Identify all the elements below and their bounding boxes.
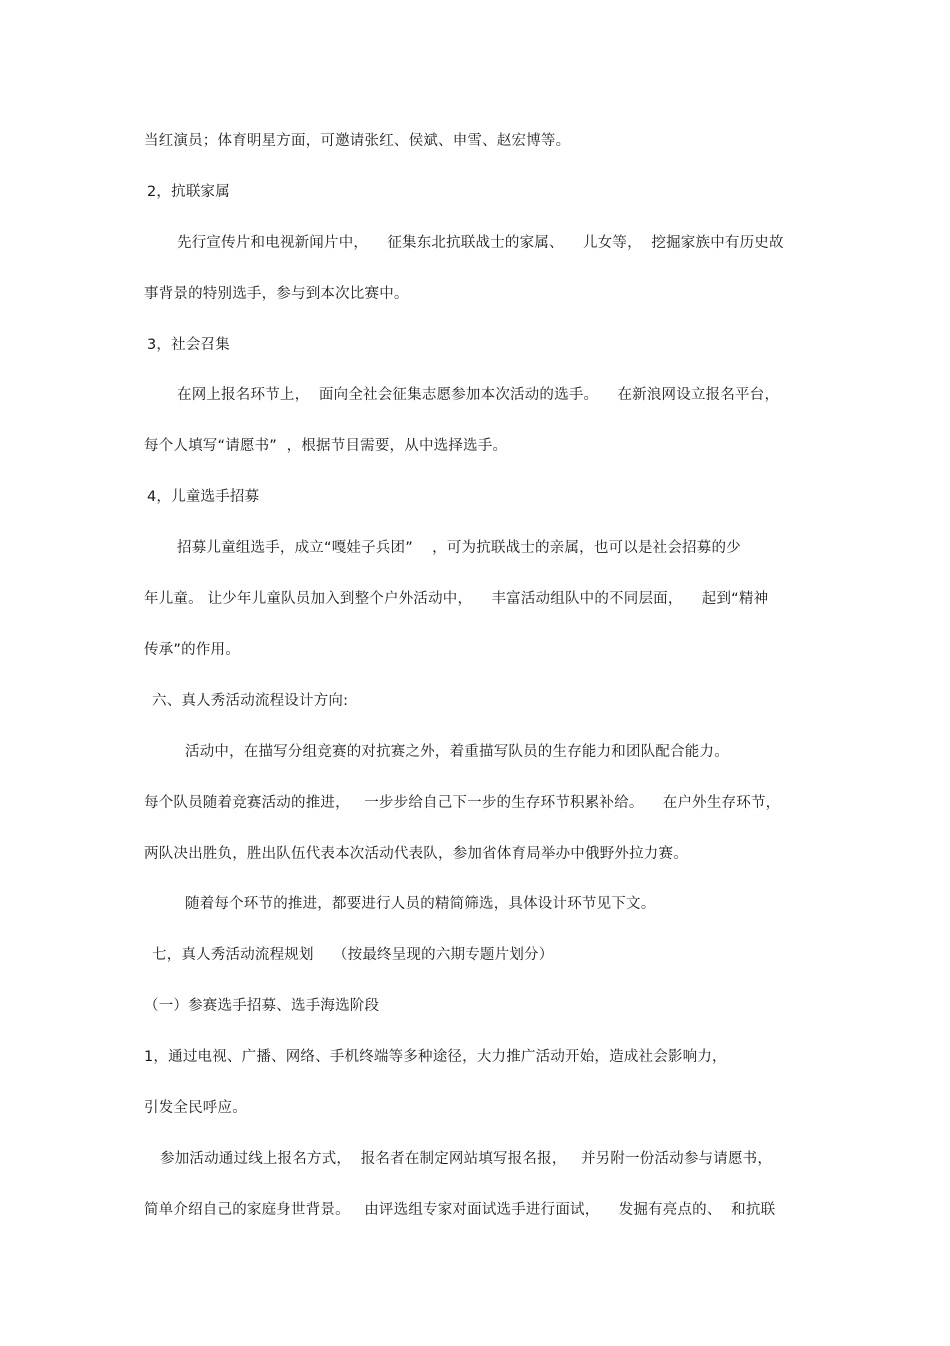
text-line: 传承”的作用。	[144, 642, 240, 658]
text-line: 先行宣传片和电视新闻片中， 征集东北抗联战士的家属、 儿女等， 挖掘家族中有历史故	[177, 235, 784, 251]
section-heading: 七，真人秀活动流程规划 （按最终呈现的六期专题片划分）	[152, 947, 554, 963]
text-line: 简单介绍自己的家庭身世背景。 由评选组专家对面试选手进行面试， 发掘有亮点的、 和抗联	[144, 1202, 776, 1218]
text-line: 每个队员随着竞赛活动的推进， 一步步给自己下一步的生存环节积累补给。 在户外生存环节，	[144, 795, 781, 811]
text-line: 年儿童。 让少年儿童队员加入到整个户外活动中， 丰富活动组队中的不同层面， 起到“精神	[144, 591, 769, 607]
section-heading: 4，儿童选手招募	[147, 489, 260, 505]
text-line: 活动中，在描写分组竞赛的对抗赛之外，着重描写队员的生存能力和团队配合能力。	[185, 744, 729, 760]
section-heading: 3，社会召集	[147, 337, 230, 353]
text-line: 两队决出胜负，胜出队伍代表本次活动代表队，参加省体育局举办中俄野外拉力赛。	[144, 846, 688, 862]
section-heading: 六、真人秀活动流程设计方向:	[152, 693, 349, 709]
subsection-heading: （一）参赛选手招募、选手海选阶段	[144, 998, 380, 1014]
text-line: 当红演员；体育明星方面，可邀请张红、侯斌、申雪、赵宏博等。	[144, 133, 571, 149]
section-heading: 2，抗联家属	[147, 184, 230, 200]
text-line: 1，通过电视、广播、网络、手机终端等多种途径，大力推广活动开始，造成社会影响力，	[144, 1049, 727, 1065]
text-line: 在网上报名环节上， 面向全社会征集志愿参加本次活动的选手。 在新浪网设立报名平台，	[177, 387, 780, 403]
text-line: 每个人填写“请愿书” ，根据节目需要，从中选择选手。	[144, 438, 508, 454]
text-line: 随着每个环节的推进，都要进行人员的精简筛选，具体设计环节见下文。	[185, 896, 656, 912]
text-line: 参加活动通过线上报名方式， 报名者在制定网站填写报名报， 并另附一份活动参与请愿书，	[160, 1151, 773, 1167]
text-line: 事背景的特别选手，参与到本次比赛中。	[144, 286, 409, 302]
text-line: 引发全民呼应。	[144, 1100, 247, 1116]
text-line: 招募儿童组选手，成立“嘎娃子兵团” ，可为抗联战士的亲属，也可以是社会招募的少	[177, 540, 741, 556]
